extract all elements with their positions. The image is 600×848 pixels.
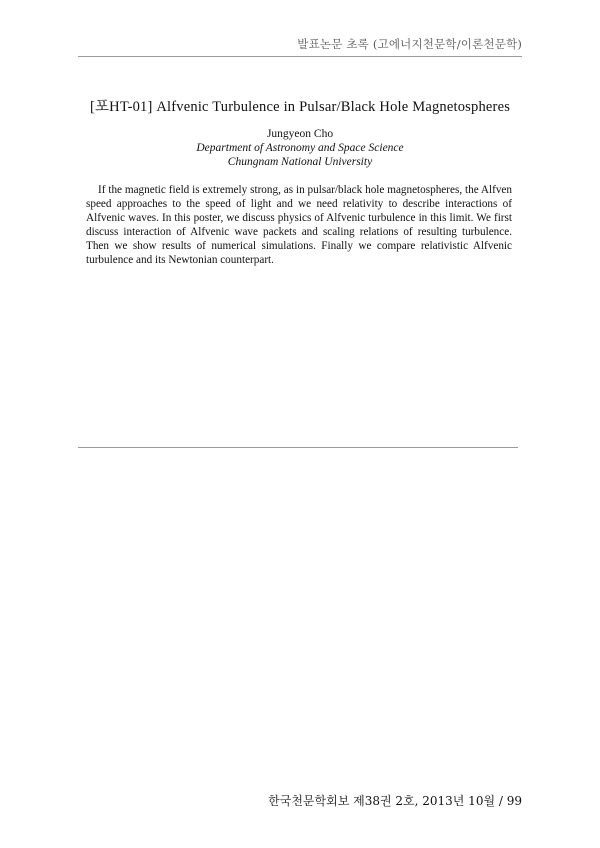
running-header: 발표논문 초록 (고에너지천문학/이론천문학) [297,37,522,51]
header-rule [78,56,522,57]
affiliation-university: Chungnam National University [227,156,373,168]
author-name: Jungyeon Cho [266,128,334,140]
affiliation-department: Department of Astronomy and Space Science [196,142,404,154]
journal-footer: 한국천문학회보 제38권 2호, 2013년 10월 / 99 [268,794,522,808]
abstract-text: If the magnetic field is extremely strong, as in pulsar/black hole magnetospheres, the Alfven speed approaches to the speed of light and we need relativity to describe interactions of Alfvenic waves. In this poster, we discuss physics of Alfvenic turbulence in this limit. We first discuss interaction of Alfvenic wave packets and scaling relations of resulting turbulence. Then we show results of numerical simulations. Finally we compare relativistic Alfvenic turbulence and its Newtonian counterpart. [86,184,512,266]
section-end-rule [78,447,518,448]
paper-title: [포HT-01] Alfvenic Turbulence in Pulsar/Black Hole Magnetospheres [89,99,511,115]
